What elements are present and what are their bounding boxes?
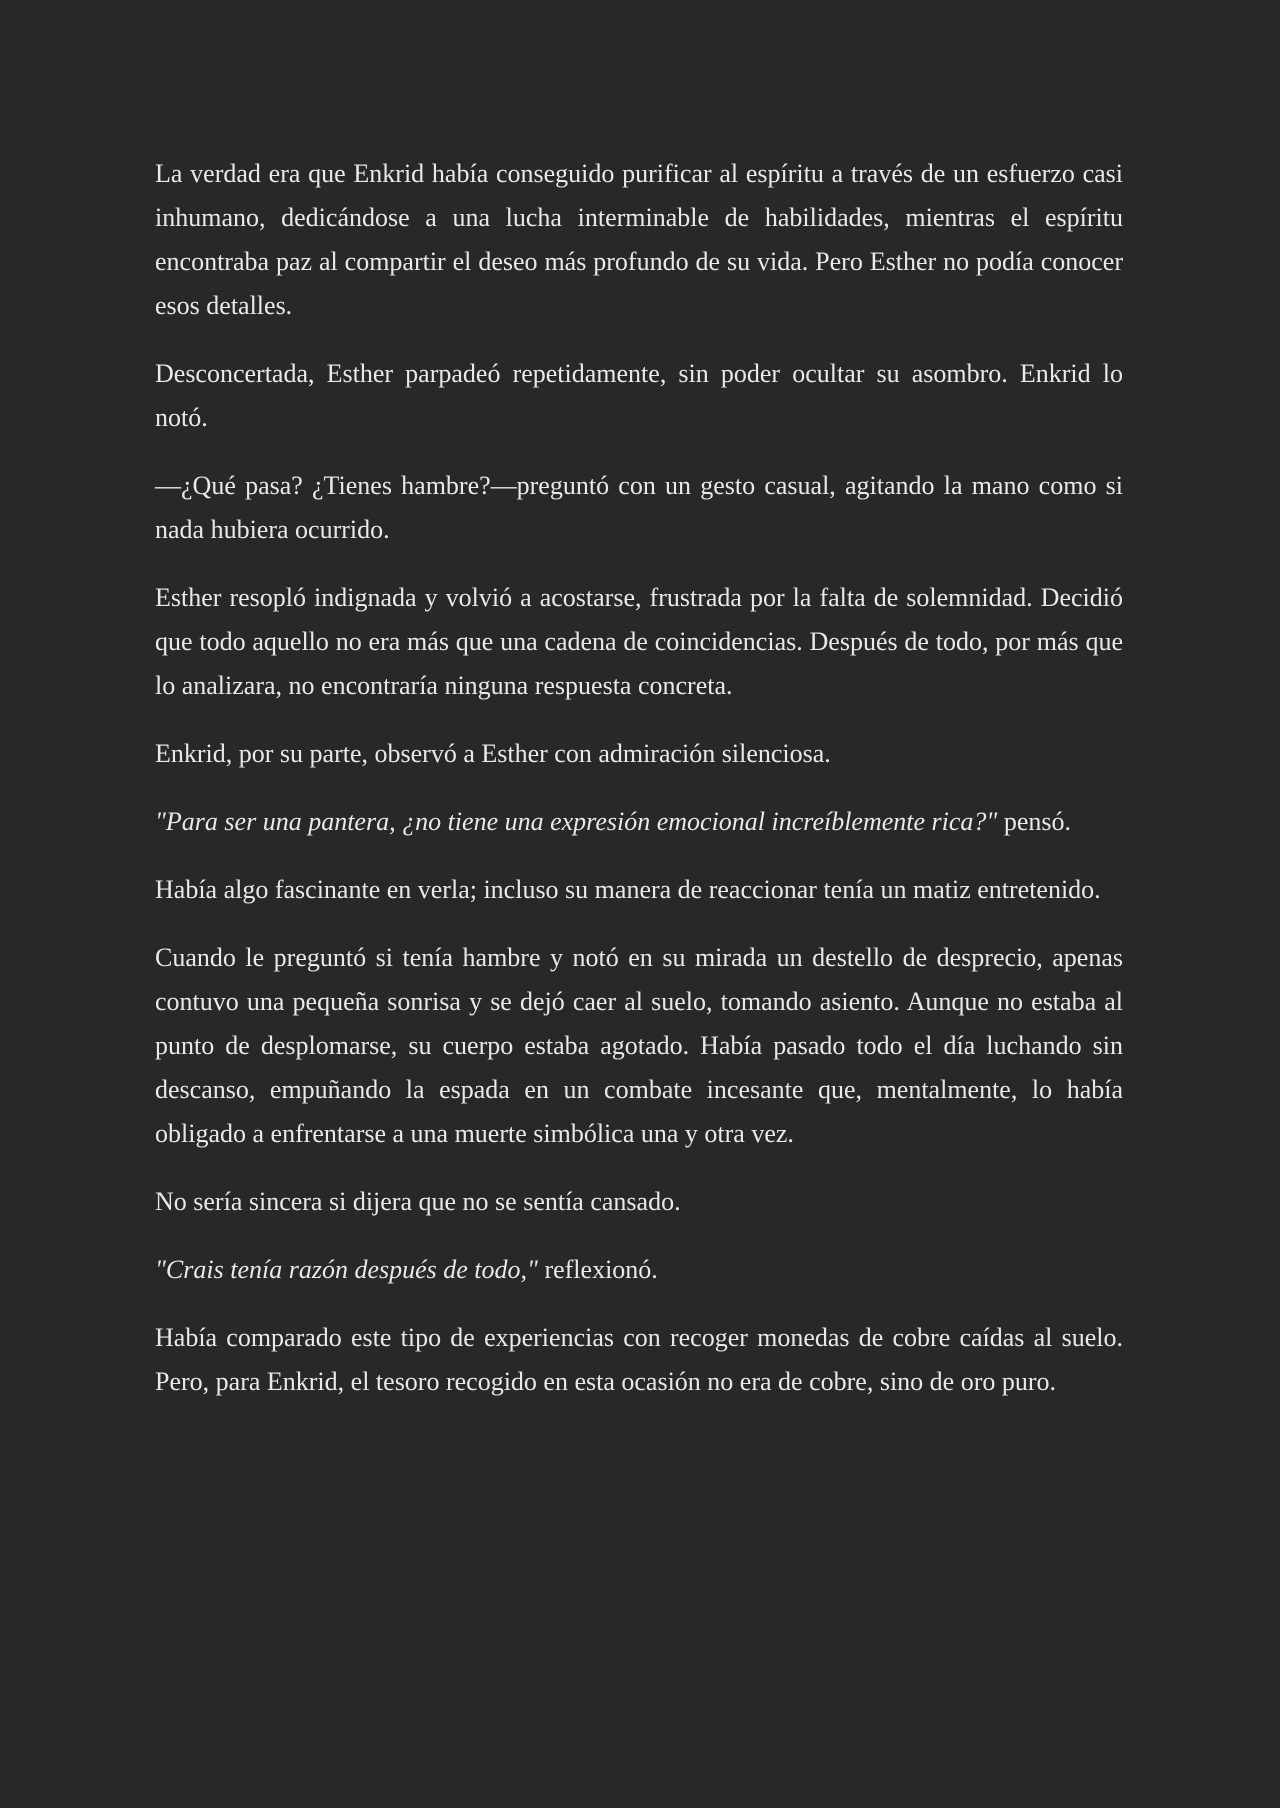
paragraph-text: No sería sincera si dijera que no se sentía cansado.	[155, 1187, 681, 1216]
paragraph	[155, 152, 1123, 328]
paragraph-text: Había comparado este tipo de experiencias con recoger monedas de cobre caídas al suelo. Pero, para Enkrid, el tesoro recogido en esta ocasión no era de cobre, sino de oro puro.	[155, 1323, 1123, 1396]
paragraph-text: Enkrid, por su parte, observó a Esther con admiración silenciosa.	[155, 739, 831, 768]
italic-thought: "Crais tenía razón después de todo,"	[155, 1255, 538, 1284]
chapter-text	[155, 152, 1123, 1428]
paragraph-text: reflexionó.	[537, 1255, 658, 1284]
paragraph	[155, 576, 1123, 708]
paragraph-text: Cuando le preguntó si tenía hambre y notó en su mirada un destello de desprecio, apenas contuvo una pequeña sonrisa y se dejó caer al suelo, tomando asiento. Aunque no estaba al punto de desplomarse, su cuerpo estaba agotado. Había pasado todo el día luchando sin descanso, empuñando la espada en un combate incesante que, mentalmente, lo había obligado a enfrentarse a una muerte simbólica una y otra vez.	[155, 943, 1123, 1148]
paragraph	[155, 352, 1123, 440]
paragraph-text: Había algo fascinante en verla; incluso su manera de reaccionar tenía un matiz entretenido.	[155, 875, 1101, 904]
paragraph	[155, 800, 1123, 844]
paragraph	[155, 1316, 1123, 1404]
paragraph	[155, 1180, 1123, 1224]
paragraph	[155, 464, 1123, 552]
paragraph	[155, 936, 1123, 1156]
paragraph-text: Desconcertada, Esther parpadeó repetidamente, sin poder ocultar su asombro. Enkrid lo notó.	[155, 359, 1123, 432]
paragraph-text: La verdad era que Enkrid había conseguido purificar al espíritu a través de un esfuerzo casi inhumano, dedicándose a una lucha interminable de habilidades, mientras el espíritu encontraba paz al compartir el deseo más profundo de su vida. Pero Esther no podía conocer esos detalles.	[155, 159, 1123, 320]
paragraph	[155, 732, 1123, 776]
paragraph-text: pensó.	[997, 807, 1072, 836]
italic-thought: "Para ser una pantera, ¿no tiene una expresión emocional increíblemente rica?"	[155, 807, 998, 836]
paragraph	[155, 1248, 1123, 1292]
paragraph-text: Esther resopló indignada y volvió a acostarse, frustrada por la falta de solemnidad. Decidió que todo aquello no era más que una cadena de coincidencias. Después de todo, por más que lo analizara, no encontraría ninguna respuesta concreta.	[155, 583, 1123, 700]
paragraph-text: —¿Qué pasa? ¿Tienes hambre?—preguntó con un gesto casual, agitando la mano como si nada hubiera ocurrido.	[155, 471, 1123, 544]
paragraph	[155, 868, 1123, 912]
